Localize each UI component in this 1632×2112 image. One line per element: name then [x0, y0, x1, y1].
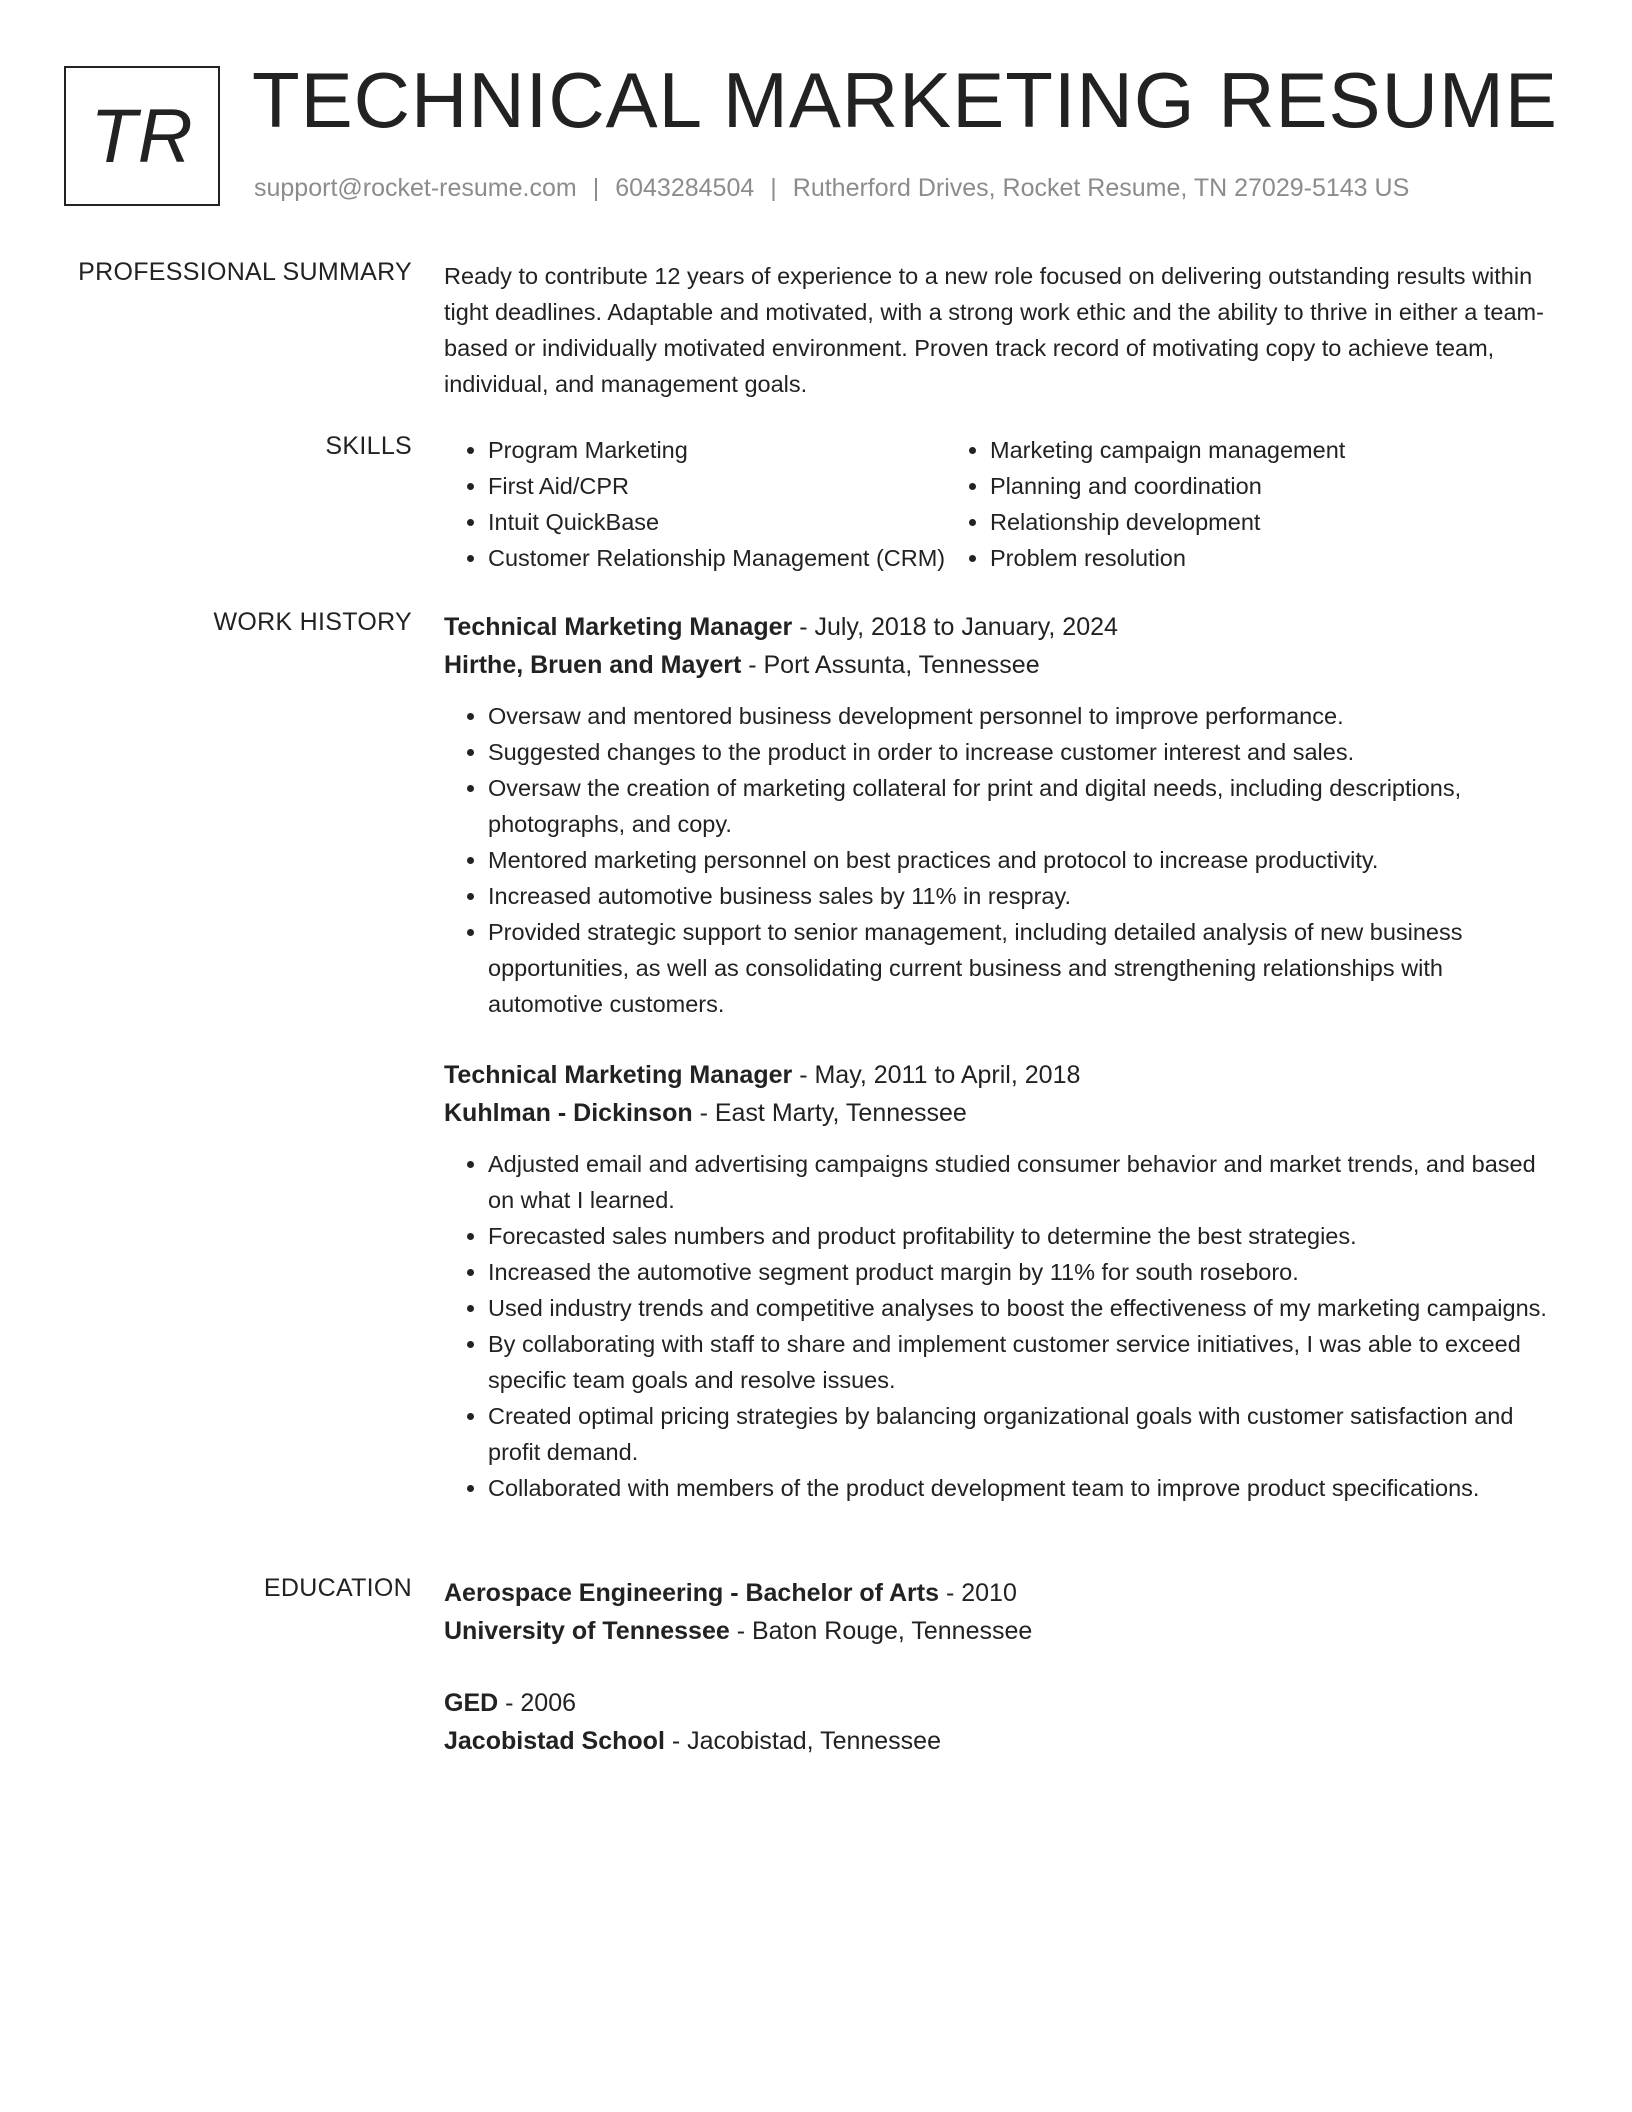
- job-bullet: • Increased automotive business sales by 11% in respray.: [488, 878, 1554, 914]
- job-title-line: [444, 608, 1554, 646]
- contact-separator: |: [592, 174, 600, 202]
- job-bullet: • Provided strategic support to senior management, including detailed analysis of new business opportunities, as well as consolidating current business and strengthening relationships with automotive customers.: [488, 914, 1554, 1022]
- job-bullet: • Increased the automotive segment product margin by 11% for south roseboro.: [488, 1254, 1554, 1290]
- education-school-line: [444, 1722, 1554, 1760]
- job-title: Technical Marketing Manager: [444, 1061, 793, 1089]
- job-bullet: • Forecasted sales numbers and product profitability to determine the best strategies.: [488, 1218, 1554, 1254]
- contact-email[interactable]: support@rocket-resume.com: [254, 174, 577, 202]
- education-location: - Jacobistad, Tennessee: [664, 1727, 941, 1755]
- summary-text: Ready to contribute 12 years of experience to a new role focused on delivering outstanding results within tight deadlines. Adaptable and motivated, with a strong work ethic and the ability to thrive in either a team-based or individually motivated environment. Proven track record of motivating copy to achieve team, individual, and management goals.: [444, 263, 1544, 397]
- job-entry: [444, 608, 1554, 1022]
- education-school: University of Tennessee: [444, 1617, 730, 1645]
- skills-list: [444, 432, 1554, 576]
- job-bullets: [444, 1146, 1554, 1506]
- skill-item: • Intuit QuickBase: [488, 504, 946, 540]
- skill-item: • Customer Relationship Management (CRM): [488, 540, 946, 576]
- job-bullet: • Created optimal pricing strategies by balancing organizational goals with customer satisfaction and profit demand.: [488, 1398, 1554, 1470]
- education-location: - Baton Rouge, Tennessee: [729, 1617, 1033, 1645]
- section-label-work-history: WORK HISTORY: [213, 608, 412, 636]
- skill-item: • First Aid/CPR: [488, 468, 946, 504]
- resume-title: TECHNICAL MARKETING RESUME: [252, 56, 1558, 144]
- job-entry: [444, 1056, 1554, 1506]
- job-location: - Port Assunta, Tennessee: [741, 651, 1040, 679]
- section-label-summary: PROFESSIONAL SUMMARY: [78, 258, 412, 286]
- job-title-line: [444, 1056, 1554, 1094]
- job-bullet: • By collaborating with staff to share and implement customer service initiatives, I was able to exceed specific team goals and resolve issues.: [488, 1326, 1554, 1398]
- job-bullet: • Adjusted email and advertising campaigns studied consumer behavior and market trends, and based on what I learned.: [488, 1146, 1554, 1218]
- job-company-line: [444, 646, 1554, 684]
- contact-address: Rutherford Drives, Rocket Resume, TN 27029-5143 US: [792, 174, 1410, 202]
- job-company: Kuhlman - Dickinson: [444, 1099, 693, 1127]
- education-degree: GED: [444, 1689, 499, 1717]
- skill-item: • Program Marketing: [488, 432, 946, 468]
- job-bullet: • Oversaw the creation of marketing collateral for print and digital needs, including descriptions, photographs, and copy.: [488, 770, 1554, 842]
- job-bullet: • Oversaw and mentored business development personnel to improve performance.: [488, 698, 1554, 734]
- education-year: - 2006: [498, 1689, 577, 1717]
- skill-item: • Marketing campaign management: [990, 432, 1345, 468]
- job-bullets: [444, 698, 1554, 1022]
- skills-column-1: [444, 432, 946, 576]
- skill-item: • Relationship development: [990, 504, 1345, 540]
- job-bullet: • Mentored marketing personnel on best practices and protocol to increase productivity.: [488, 842, 1554, 878]
- job-dates: - July, 2018 to January, 2024: [792, 613, 1118, 641]
- skills-column-2: [946, 432, 1345, 576]
- section-label-education: EDUCATION: [263, 1574, 412, 1602]
- education-entry: [444, 1574, 1554, 1650]
- education-degree-line: [444, 1574, 1554, 1612]
- education-year: - 2010: [939, 1579, 1017, 1607]
- job-bullet: • Used industry trends and competitive analyses to boost the effectiveness of my marketing campaigns.: [488, 1290, 1554, 1326]
- education-degree-line: [444, 1684, 1554, 1722]
- job-title: Technical Marketing Manager: [444, 613, 793, 641]
- skill-item: • Problem resolution: [990, 540, 1345, 576]
- contact-phone[interactable]: 6043284504: [615, 174, 755, 202]
- contact-separator: |: [770, 174, 777, 202]
- job-company-line: [444, 1094, 1554, 1132]
- job-company: Hirthe, Bruen and Mayert: [444, 651, 742, 679]
- work-history-body: [444, 608, 1554, 1506]
- section-label-skills: SKILLS: [325, 432, 412, 460]
- job-bullet: • Suggested changes to the product in order to increase customer interest and sales.: [488, 734, 1554, 770]
- contact-line: [254, 174, 1409, 203]
- education-entry: [444, 1684, 1554, 1760]
- skill-item: • Planning and coordination: [990, 468, 1345, 504]
- education-degree: Aerospace Engineering - Bachelor of Arts: [444, 1579, 940, 1607]
- education-school: Jacobistad School: [444, 1727, 665, 1755]
- initials-monogram: TR: [64, 66, 220, 206]
- education-body: [444, 1574, 1554, 1760]
- job-dates: - May, 2011 to April, 2018: [792, 1061, 1081, 1089]
- job-bullet: • Collaborated with members of the product development team to improve product specifications.: [488, 1470, 1554, 1506]
- education-school-line: [444, 1612, 1554, 1650]
- job-location: - East Marty, Tennessee: [692, 1099, 967, 1127]
